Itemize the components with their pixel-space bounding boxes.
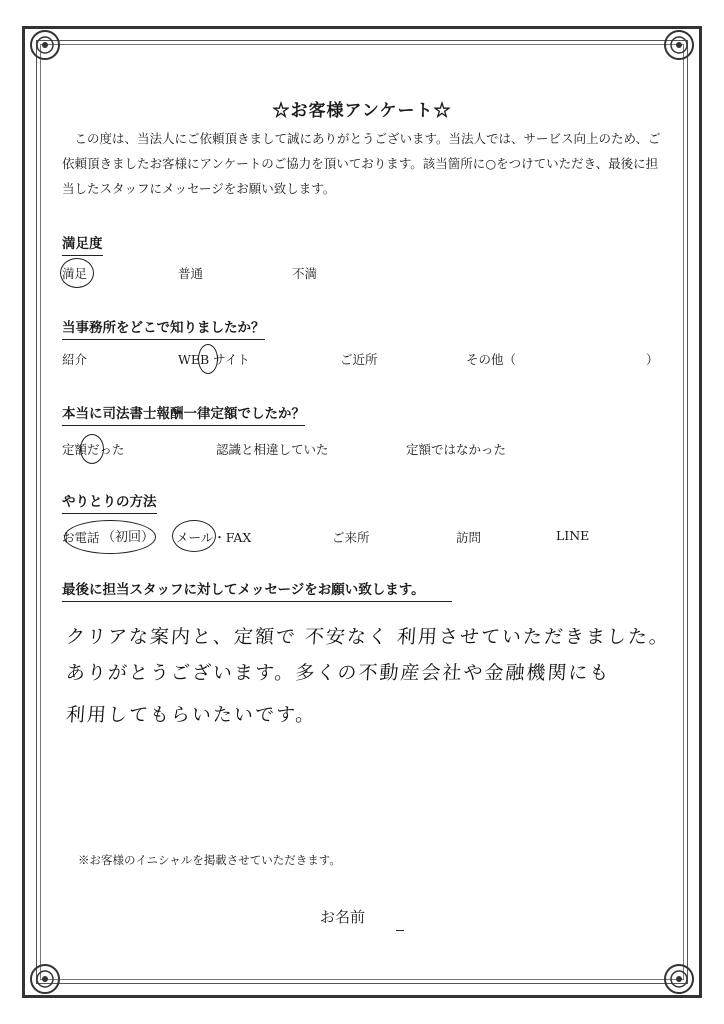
corner-ornament-icon <box>28 962 62 996</box>
fixed-fee-option-different[interactable]: 認識と相違していた <box>216 442 329 457</box>
fixed-fee-option-no[interactable]: 定額ではなかった <box>406 442 507 457</box>
fixed-fee-option-yes[interactable]: 定額だった <box>62 442 125 457</box>
satisfaction-heading: 満足度 <box>62 232 103 256</box>
selection-circle-mark <box>60 258 94 288</box>
contact-option-visit-office[interactable]: ご来所 <box>332 530 370 545</box>
satisfaction-option-unsatisfied[interactable]: 不満 <box>292 266 318 281</box>
corner-ornament-icon <box>28 28 62 62</box>
source-option-other-close: ） <box>646 352 659 367</box>
survey-intro: この度は、当法人にご依頼頂きまして誠にありがとうございます。当法人では、サービス向上のため、ご依頼頂きましたお客様にアンケートのご協力を頂いております。該当箇所に○をつけていただき、最後に担当したスタッフにメッセージをお願い致します。 <box>62 131 661 196</box>
source-option-website[interactable]: WEB サイト <box>178 352 250 367</box>
contact-option-phone[interactable]: お電話 <box>62 530 100 545</box>
fixed-fee-heading: 本当に司法書士報酬一律定額でしたか？ <box>62 402 305 426</box>
contact-option-line[interactable]: LINE <box>556 528 590 543</box>
message-line-2: ありがとうございます。多くの不動産会社や金融機関にも <box>65 662 612 684</box>
source-option-other[interactable]: その他（ <box>466 352 517 367</box>
satisfaction-option-normal[interactable]: 普通 <box>178 266 204 281</box>
initials-note: ※お客様のイニシャルを掲載させていただきます。 <box>78 853 341 867</box>
selection-circle-mark <box>64 520 156 554</box>
contact-method-heading: やりとりの方法 <box>62 490 157 514</box>
name-label: お名前 <box>320 908 366 926</box>
message-heading: 最後に担当スタッフに対してメッセージをお願い致します。 <box>62 578 452 602</box>
selection-circle-mark <box>172 520 216 552</box>
source-option-referral[interactable]: 紹介 <box>62 352 88 367</box>
corner-ornament-icon <box>662 962 696 996</box>
message-line-1: クリアな案内と、定額で 不安なく 利用させていただきました。 <box>65 626 671 648</box>
message-line-3: 利用してもらいたいです。 <box>65 704 318 726</box>
selection-circle-mark <box>198 344 218 374</box>
source-option-neighborhood[interactable]: ご近所 <box>340 352 378 367</box>
satisfaction-option-satisfied[interactable]: 満足 <box>62 266 88 281</box>
selection-circle-mark <box>80 434 104 464</box>
survey-title: ☆お客様アンケート☆ <box>272 101 452 121</box>
contact-option-home-visit[interactable]: 訪問 <box>456 530 482 545</box>
source-heading: 当事務所をどこで知りましたか？ <box>62 316 265 340</box>
corner-ornament-icon <box>662 28 696 62</box>
contact-option-mail-fax[interactable]: メール・FAX <box>176 530 252 545</box>
name-field-line[interactable] <box>396 930 404 931</box>
contact-handwritten-first-time: （初回） <box>102 530 155 545</box>
